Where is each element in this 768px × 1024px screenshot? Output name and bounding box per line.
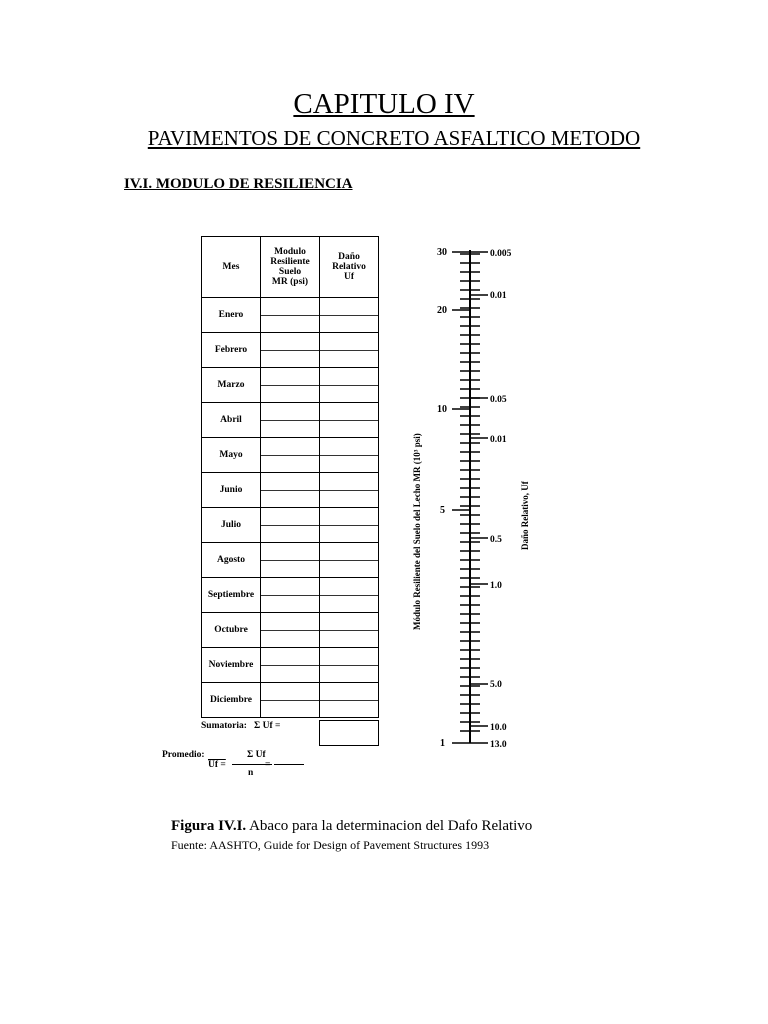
modulo-cell[interactable] [261,683,320,718]
resilient-modulus-table [201,236,379,718]
dano-cell[interactable] [320,403,379,438]
chapter-subtitle: PAVIMENTOS DE CONCRETO ASFALTICO METODO [147,126,641,150]
dano-cell[interactable] [320,543,379,578]
promedio-equals: = [265,760,271,770]
right-tick-0.01: 0.01 [490,291,507,301]
promedio-result-line [274,764,304,765]
dano-cell[interactable] [320,683,379,718]
right-tick-0.01b: 0.01 [490,435,507,445]
header-mes: Mes [202,237,261,298]
table-row [202,648,379,683]
promedio-formula [162,750,271,778]
month-label: Agosto [202,543,261,578]
right-tick-0.005: 0.005 [490,249,512,259]
modulo-cell[interactable] [261,473,320,508]
right-tick-0.5: 0.5 [490,535,502,545]
figure-source: Fuente: AASHTO, Guide for Design of Pavement Structures 1993 [171,838,490,852]
modulo-cell[interactable] [261,578,320,613]
table-header-row [202,237,379,298]
table-row [202,508,379,543]
month-label: Febrero [202,333,261,368]
dano-cell[interactable] [320,473,379,508]
dano-cell[interactable] [320,578,379,613]
month-label: Noviembre [202,648,261,683]
promedio-label: Promedio: [162,750,205,760]
modulo-cell[interactable] [261,648,320,683]
promedio-lhs: Uf = [208,760,226,770]
left-tick-5: 5 [440,505,445,516]
dano-cell[interactable] [320,648,379,683]
table-row [202,683,379,718]
modulo-cell[interactable] [261,368,320,403]
dano-cell[interactable] [320,368,379,403]
promedio-numerator: Σ Uf [247,750,266,760]
figure-caption [171,818,532,835]
left-tick-20: 20 [437,305,447,316]
table-row [202,403,379,438]
dano-cell[interactable] [320,298,379,333]
table-row [202,438,379,473]
right-tick-0.05: 0.05 [490,395,507,405]
section-heading: IV.I. MODULO DE RESILIENCIA [124,176,353,192]
dano-cell[interactable] [320,508,379,543]
modulo-cell[interactable] [261,438,320,473]
header-dano: Daño Relativo Uf [320,237,379,298]
sumatoria-input[interactable] [319,720,379,746]
left-tick-10: 10 [437,404,447,415]
month-label: Marzo [202,368,261,403]
table-row [202,543,379,578]
nomograph [400,240,540,760]
month-label: Julio [202,508,261,543]
right-tick-1.0: 1.0 [490,581,502,591]
modulo-cell[interactable] [261,613,320,648]
promedio-denominator: n [248,768,254,778]
month-label: Junio [202,473,261,508]
modulo-cell[interactable] [261,333,320,368]
right-tick-10.0: 10.0 [490,723,507,733]
figure-text: Abaco para la determinacion del Dafo Relativo [249,818,533,834]
modulo-cell[interactable] [261,298,320,333]
left-tick-1: 1 [440,738,445,749]
right-tick-13.0: 13.0 [490,740,507,750]
modulo-cell[interactable] [261,508,320,543]
month-label: Abril [202,403,261,438]
month-label: Octubre [202,613,261,648]
table-row [202,613,379,648]
figure-label: Figura IV.I. [171,818,247,834]
right-axis-label: Daño Relativo, Uf [520,481,530,550]
left-axis-label: Módulo Resiliente del Suelo del Lecho MR (10³ psi) [412,433,422,630]
table-row [202,333,379,368]
dano-cell[interactable] [320,333,379,368]
right-tick-5.0: 5.0 [490,680,502,690]
left-tick-30: 30 [437,247,447,258]
header-modulo: Modulo Resiliente Suelo MR (psi) [261,237,320,298]
sumatoria-row [201,721,280,731]
sumatoria-label: Sumatoria: [201,721,247,731]
month-label: Enero [202,298,261,333]
month-label: Diciembre [202,683,261,718]
month-label: Mayo [202,438,261,473]
modulo-cell[interactable] [261,543,320,578]
table-row [202,473,379,508]
chapter-title: CAPITULO IV [293,88,475,120]
modulo-cell[interactable] [261,403,320,438]
table-row [202,298,379,333]
table-row [202,368,379,403]
table-row [202,578,379,613]
month-label: Septiembre [202,578,261,613]
sumatoria-formula: Σ Uf = [254,721,281,731]
dano-cell[interactable] [320,438,379,473]
dano-cell[interactable] [320,613,379,648]
